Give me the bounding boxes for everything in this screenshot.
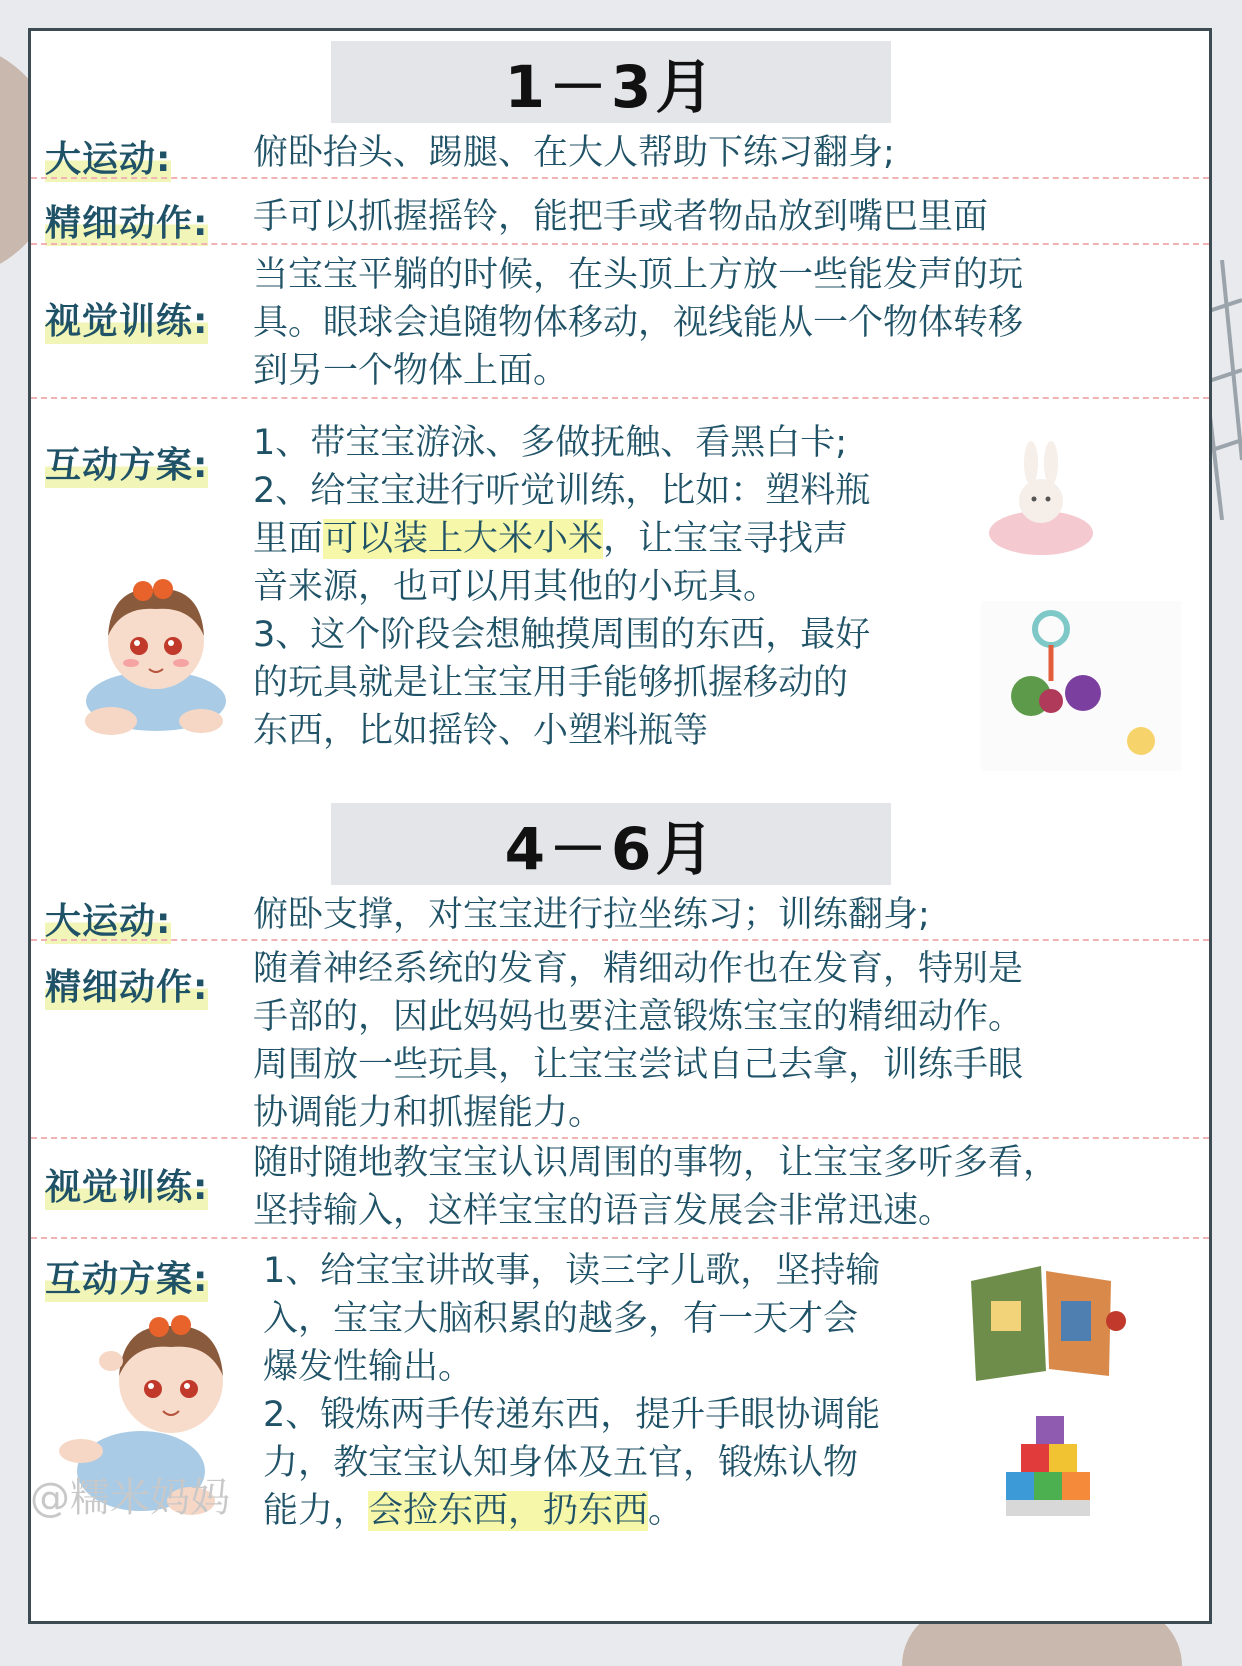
divider <box>31 939 1209 941</box>
divider <box>31 397 1209 399</box>
visual-training-text-line: 到另一个物体上面。 <box>253 351 569 391</box>
gross-motor-text: 俯卧支撑，对宝宝进行拉坐练习；训练翻身; <box>253 895 930 935</box>
gross-motor-label: 大运动: <box>45 131 171 182</box>
interaction-plan-label: 互动方案: <box>45 1251 208 1302</box>
gross-motor-label: 大运动: <box>45 893 171 944</box>
fine-motor-text: 手可以抓握摇铃，能把手或者物品放到嘴巴里面 <box>253 197 989 237</box>
watermark: @糯米妈妈 <box>30 1475 230 1521</box>
bunny-toy-image <box>981 441 1101 561</box>
visual-training-label: 视觉训练: <box>45 1159 208 1210</box>
text-segment: ，让宝宝寻找声 <box>603 519 849 559</box>
fine-motor-text-line: 手部的，因此妈妈也要注意锻炼宝宝的精细动作。 <box>253 997 1024 1037</box>
visual-training-text-line: 具。眼球会追随物体移动，视线能从一个物体转移 <box>253 303 1024 343</box>
section-1-title: 1－3月 <box>331 41 891 123</box>
interaction-plan-line: 爆发性输出。 <box>263 1347 474 1387</box>
interaction-plan-line: 音来源，也可以用其他的小玩具。 <box>253 567 779 607</box>
interaction-plan-label: 互动方案: <box>45 437 208 488</box>
interaction-plan-line: 1、带宝宝游泳、多做抚触、看黑白卡; <box>253 423 848 463</box>
divider <box>31 177 1209 179</box>
visual-training-label: 视觉训练: <box>45 293 208 344</box>
interaction-plan-line: 2、给宝宝进行听觉训练，比如：塑料瓶 <box>253 471 871 511</box>
fine-motor-text-line: 周围放一些玩具，让宝宝尝试自己去拿，训练手眼 <box>253 1045 1024 1085</box>
rattle-toy-image <box>981 601 1181 771</box>
crawling-baby-illustration <box>71 561 241 741</box>
visual-training-text-line: 随时随地教宝宝认识周围的事物，让宝宝多听多看， <box>253 1143 1059 1183</box>
text-segment: 能力， <box>263 1491 369 1531</box>
interaction-plan-line: 1、给宝宝讲故事，读三字儿歌，坚持输 <box>263 1251 881 1291</box>
text-segment: 。 <box>648 1491 684 1531</box>
divider <box>31 1237 1209 1239</box>
interaction-plan-line: 的玩具就是让宝宝用手能够抓握移动的 <box>253 663 849 703</box>
text-segment: 里面 <box>253 519 324 559</box>
interaction-plan-line: 入，宝宝大脑积累的越多，有一天才会 <box>263 1299 859 1339</box>
gross-motor-text: 俯卧抬头、踢腿、在大人帮助下练习翻身; <box>253 133 895 173</box>
interaction-plan-line: 东西，比如摇铃、小塑料瓶等 <box>253 711 709 751</box>
interaction-plan-line: 2、锻炼两手传递东西，提升手眼协调能 <box>263 1395 881 1435</box>
divider <box>31 243 1209 245</box>
interaction-plan-line: 力，教宝宝认知身体及五官，锻炼认物 <box>263 1443 859 1483</box>
visual-training-text-line: 当宝宝平躺的时候，在头顶上方放一些能发声的玩 <box>253 255 1024 295</box>
fine-motor-text-line: 协调能力和抓握能力。 <box>253 1093 604 1133</box>
fine-motor-label: 精细动作: <box>45 959 208 1010</box>
fine-motor-text-line: 随着神经系统的发育，精细动作也在发育，特别是 <box>253 949 1024 989</box>
visual-training-text-line: 坚持输入，这样宝宝的语言发展会非常迅速。 <box>253 1191 954 1231</box>
content-card <box>28 28 1212 1624</box>
fine-motor-label: 精细动作: <box>45 195 208 246</box>
highlighted-text: 可以装上大米小米 <box>323 519 604 559</box>
interaction-plan-line: 3、这个阶段会想触摸周围的东西，最好 <box>253 615 871 655</box>
section-2-title: 4－6月 <box>331 803 891 885</box>
interaction-plan-line <box>263 1487 683 1535</box>
cloth-book-image <box>961 1261 1131 1391</box>
highlighted-text: 会捡东西，扔东西 <box>368 1491 649 1531</box>
interaction-plan-line <box>253 515 848 563</box>
building-blocks-image <box>1001 1411 1101 1521</box>
